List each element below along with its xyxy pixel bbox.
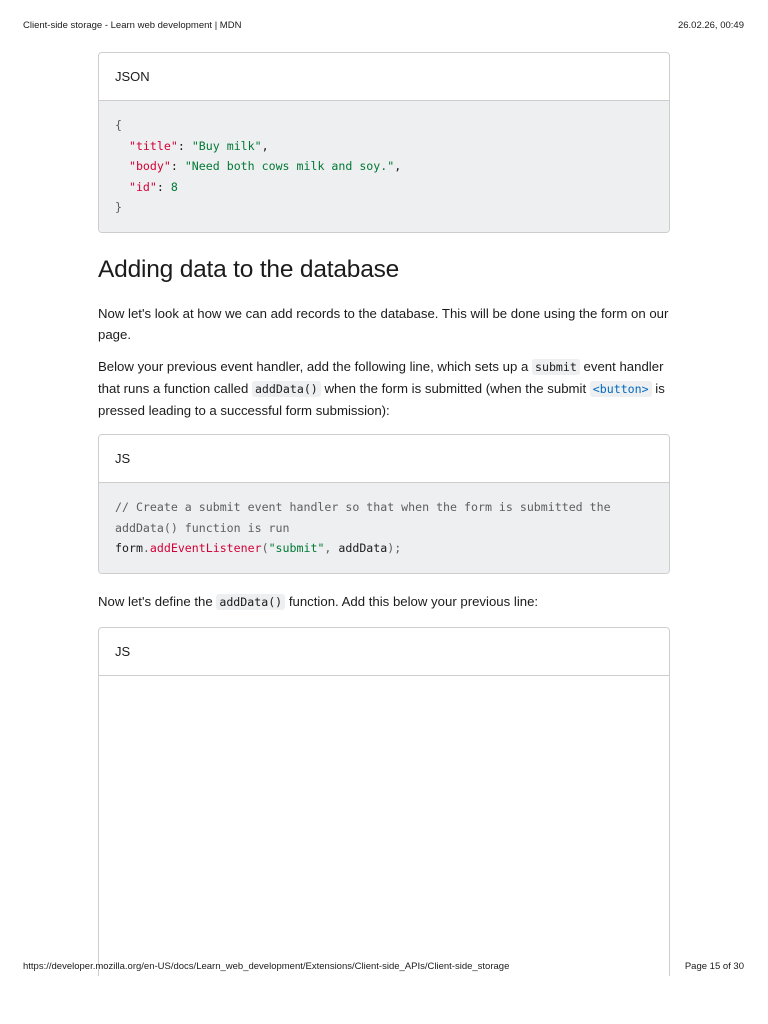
print-footer-url: https://developer.mozilla.org/en-US/docs/Learn_web_development/Extensions/Client-side_APIs/Client-side_storage bbox=[23, 961, 510, 972]
inline-code-adddata: addData() bbox=[216, 594, 285, 610]
print-header bbox=[23, 20, 744, 31]
print-header-title: Client-side storage - Learn web development | MDN bbox=[23, 20, 242, 31]
inline-code-submit: submit bbox=[532, 359, 580, 375]
section-heading: Adding data to the database bbox=[98, 256, 400, 283]
code-language-label: JS bbox=[99, 435, 669, 483]
code-body[interactable]: // Create a submit event handler so that when the form is submitted the addData() function is run form.addEventListener("submit", addData); bbox=[99, 483, 669, 573]
code-language-label: JS bbox=[99, 628, 669, 676]
js-code-block-1 bbox=[98, 434, 670, 574]
js-code-block-2 bbox=[98, 627, 670, 976]
print-footer-page: Page 15 of 30 bbox=[684, 961, 744, 972]
print-header-datetime: 26.02.26, 00:49 bbox=[677, 20, 744, 31]
code-body-empty bbox=[99, 676, 669, 976]
paragraph-intro: Now let's look at how we can add records to the database. This will be done using the form on our page. bbox=[98, 306, 669, 342]
paragraph-define-adddata: Now let's define the addData() function. Add this below your previous line: bbox=[98, 594, 539, 609]
code-language-label: JSON bbox=[99, 53, 669, 101]
print-footer bbox=[23, 961, 744, 972]
button-element-link[interactable]: <button> bbox=[590, 381, 652, 397]
json-code-block bbox=[98, 52, 670, 233]
inline-code-adddata: addData() bbox=[252, 381, 321, 397]
paragraph-submit-handler: Below your previous event handler, add the following line, which sets up a submit event handler that runs a function called addData() when the form is submitted (when the submit <button> is pressed leading to a successful form submission): bbox=[98, 359, 665, 418]
code-body[interactable]: { "title": "Buy milk", "body": "Need both cows milk and soy.", "id": 8 } bbox=[99, 101, 669, 232]
